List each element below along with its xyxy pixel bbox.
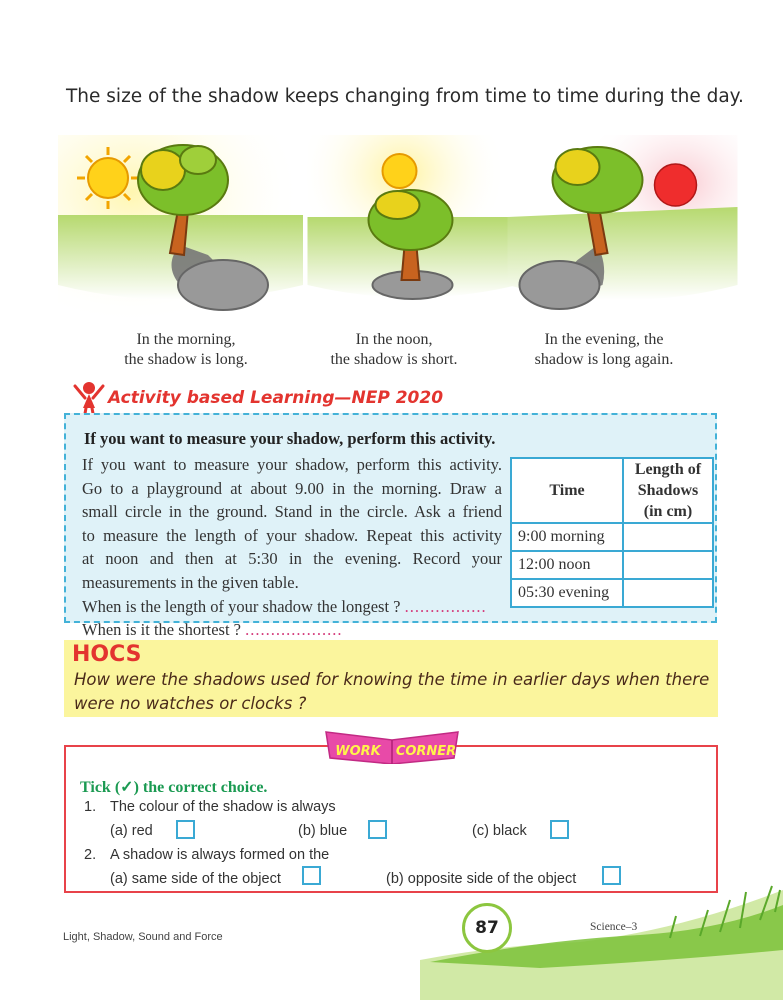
caption-line: In the morning, [136,331,236,348]
table-cell-time: 9:00 morning [511,523,623,551]
table-cell-time: 12:00 noon [511,551,623,579]
activity-line: at noon and then at 5:30 in the evening. Record your [82,549,502,569]
header-line: (in cm) [643,503,693,520]
activity-line: measurements in the given table. [82,572,299,592]
header-line: Shadows [637,482,699,499]
caption-line: shadow is long again. [534,351,674,368]
option-2a: (a) same side of the object [110,871,281,887]
header-line: Length of [634,461,702,478]
work-corner-badge [322,728,462,764]
checkbox-1c[interactable] [550,820,569,839]
badge-text-work: WORK [335,744,381,759]
activity-line: to measure the length of your shadow. Repeat this activity [82,525,502,545]
question-text: When is the length of your shadow the longest ? [82,596,401,616]
table-header-length [623,458,713,523]
caption-line: the shadow is long. [124,351,248,368]
caption-line: In the evening, the [544,331,664,348]
hocs-question: How were the shadows used for knowing the time in earlier days when there were no watches or clocks ? [74,670,710,713]
hocs-title: HOCS [72,642,142,667]
question-number: 1. [84,799,97,815]
caption-morning [66,330,306,370]
page-number: 87 [462,903,512,953]
work-heading: Tick (✓) the correct choice. [80,779,268,796]
table-cell-time: 05:30 evening [511,579,623,607]
table-header-time: Time [511,458,623,523]
noon-illustration [290,135,535,325]
chapter-footer: Light, Shadow, Sound and Force [63,931,223,943]
option-1b: (b) blue [298,823,348,839]
table-cell-length[interactable] [623,551,713,579]
table-header-row [511,458,713,523]
evening-illustration [500,135,745,325]
table-row [511,523,713,551]
sun-icon [655,164,697,206]
shadow-table [510,457,714,608]
checkbox-2a[interactable] [302,866,321,885]
answer-dots: ................... [245,620,343,640]
answer-dots: ................ [404,596,487,616]
option-1c: (c) black [472,823,527,839]
activity-lead: If you want to measure your shadow, perform this activity. [84,429,496,448]
hocs-box [64,640,718,717]
option-1a: (a) red [110,823,153,839]
caption-noon [274,330,514,370]
question-1: The colour of the shadow is always [110,799,336,815]
question-number: 2. [84,847,97,863]
activity-text [82,453,502,642]
checkbox-1a[interactable] [176,820,195,839]
checkbox-1b[interactable] [368,820,387,839]
caption-evening [484,330,724,370]
caption-line: In the noon, [355,331,433,348]
table-cell-length[interactable] [623,523,713,551]
question-text: When is it the shortest ? [82,620,242,640]
book-footer: Science–3 [590,921,638,933]
badge-text-corner: CORNER [395,744,457,759]
activity-line: Go to a playground at about 9.00 in the morning. Draw a [82,478,502,498]
table-row [511,551,713,579]
caption-line: the shadow is short. [330,351,458,368]
activity-line: If you want to measure your shadow, perform this activity. [82,455,502,474]
activity-line: small circle in the ground. Stand in the circle. Ask a friend [82,502,502,522]
activity-box [64,413,717,640]
question-2: A shadow is always formed on the [110,847,330,863]
intro-text: The size of the shadow keeps changing from time to time during the day. [66,86,744,107]
sun-icon [383,154,417,188]
option-2b: (b) opposite side of the object [386,871,577,887]
morning-illustration [58,135,303,325]
activity-title: Activity based Learning—NEP 2020 [108,388,444,408]
table-cell-length[interactable] [623,579,713,607]
activity-question-2 [82,618,502,642]
table-row [511,579,713,607]
activity-question-1 [82,595,502,619]
